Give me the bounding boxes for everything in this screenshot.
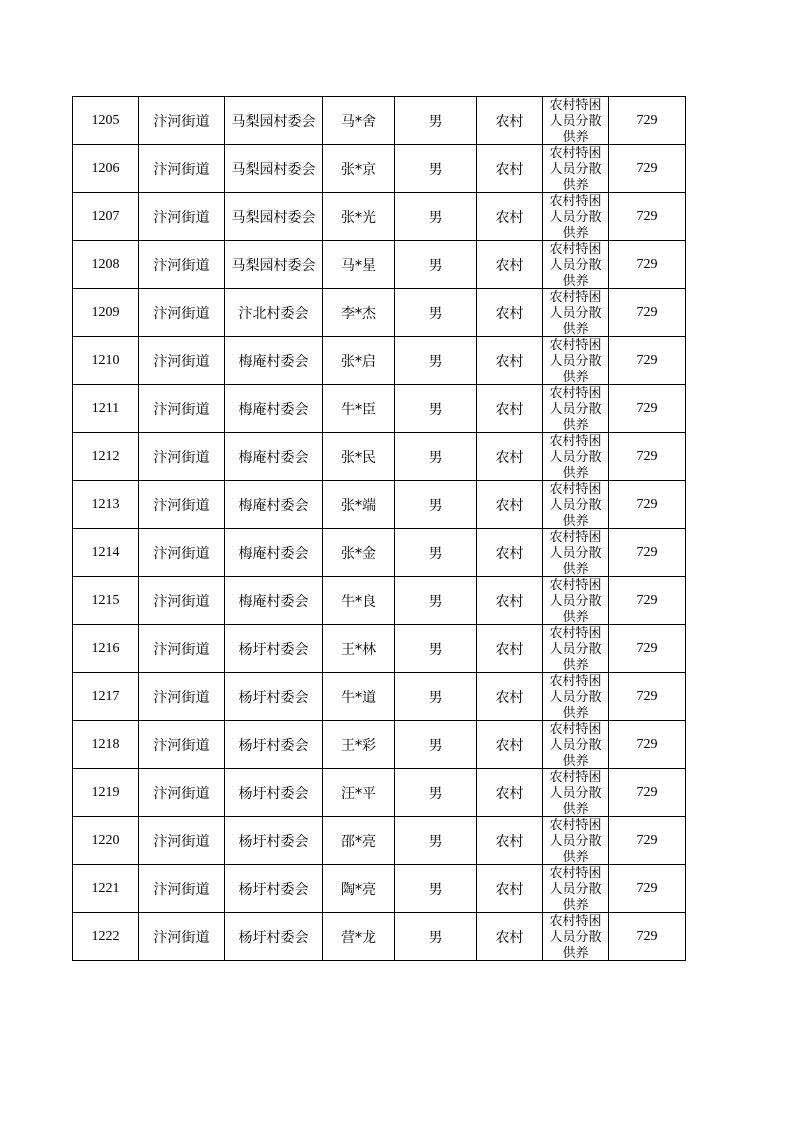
street-cell: 汴河街道 (139, 433, 225, 481)
village-committee-cell: 梅庵村委会 (225, 529, 323, 577)
record-id-cell: 1209 (73, 289, 139, 337)
support-type-cell (543, 193, 609, 241)
record-id-cell: 1222 (73, 913, 139, 961)
area-type-cell: 农村 (477, 865, 543, 913)
table-row (73, 721, 686, 769)
table-row (73, 865, 686, 913)
village-committee-cell: 梅庵村委会 (225, 337, 323, 385)
record-id-cell: 1215 (73, 577, 139, 625)
support-type-cell (543, 385, 609, 433)
support-type-text: 农村特困人员分散供养 (549, 242, 602, 288)
person-name-cell: 马*星 (323, 241, 395, 289)
gender-cell: 男 (395, 193, 477, 241)
village-committee-cell: 杨圩村委会 (225, 913, 323, 961)
support-type-text: 农村特困人员分散供养 (549, 818, 602, 864)
support-type-text: 农村特困人员分散供养 (549, 146, 602, 192)
person-name-cell: 张*京 (323, 145, 395, 193)
area-type-cell: 农村 (477, 481, 543, 529)
record-id-cell: 1205 (73, 97, 139, 145)
support-type-text: 农村特困人员分散供养 (549, 770, 602, 816)
support-type-cell (543, 913, 609, 961)
support-type-text: 农村特困人员分散供养 (549, 386, 602, 432)
area-type-cell: 农村 (477, 241, 543, 289)
record-id-cell: 1212 (73, 433, 139, 481)
gender-cell: 男 (395, 673, 477, 721)
street-cell: 汴河街道 (139, 145, 225, 193)
table-row (73, 625, 686, 673)
table-row (73, 529, 686, 577)
street-cell: 汴河街道 (139, 289, 225, 337)
amount-cell: 729 (609, 481, 686, 529)
record-id-cell: 1211 (73, 385, 139, 433)
village-committee-cell: 马梨园村委会 (225, 193, 323, 241)
gender-cell: 男 (395, 385, 477, 433)
amount-cell: 729 (609, 865, 686, 913)
village-committee-cell: 杨圩村委会 (225, 721, 323, 769)
support-type-cell (543, 721, 609, 769)
person-name-cell: 张*启 (323, 337, 395, 385)
gender-cell: 男 (395, 97, 477, 145)
gender-cell: 男 (395, 481, 477, 529)
amount-cell: 729 (609, 529, 686, 577)
amount-cell: 729 (609, 97, 686, 145)
amount-cell: 729 (609, 241, 686, 289)
village-committee-cell: 马梨园村委会 (225, 241, 323, 289)
record-id-cell: 1213 (73, 481, 139, 529)
street-cell: 汴河街道 (139, 97, 225, 145)
record-id-cell: 1206 (73, 145, 139, 193)
record-id-cell: 1220 (73, 817, 139, 865)
person-name-cell: 王*林 (323, 625, 395, 673)
gender-cell: 男 (395, 337, 477, 385)
amount-cell: 729 (609, 721, 686, 769)
village-committee-cell: 杨圩村委会 (225, 625, 323, 673)
village-committee-cell: 马梨园村委会 (225, 97, 323, 145)
gender-cell: 男 (395, 433, 477, 481)
table-row (73, 481, 686, 529)
street-cell: 汴河街道 (139, 577, 225, 625)
person-name-cell: 张*金 (323, 529, 395, 577)
table-row (73, 913, 686, 961)
support-type-text: 农村特困人员分散供养 (549, 914, 602, 960)
amount-cell: 729 (609, 433, 686, 481)
support-type-cell (543, 625, 609, 673)
record-id-cell: 1216 (73, 625, 139, 673)
table-row (73, 97, 686, 145)
gender-cell: 男 (395, 577, 477, 625)
table-row (73, 241, 686, 289)
area-type-cell: 农村 (477, 577, 543, 625)
area-type-cell: 农村 (477, 673, 543, 721)
table-row (73, 145, 686, 193)
street-cell: 汴河街道 (139, 481, 225, 529)
support-type-cell (543, 865, 609, 913)
gender-cell: 男 (395, 145, 477, 193)
amount-cell: 729 (609, 817, 686, 865)
gender-cell: 男 (395, 817, 477, 865)
village-committee-cell: 梅庵村委会 (225, 481, 323, 529)
record-id-cell: 1217 (73, 673, 139, 721)
records-table (72, 96, 686, 961)
area-type-cell: 农村 (477, 289, 543, 337)
amount-cell: 729 (609, 625, 686, 673)
support-type-cell (543, 241, 609, 289)
support-type-text: 农村特困人员分散供养 (549, 98, 602, 144)
record-id-cell: 1210 (73, 337, 139, 385)
gender-cell: 男 (395, 721, 477, 769)
village-committee-cell: 汴北村委会 (225, 289, 323, 337)
support-type-text: 农村特困人员分散供养 (549, 338, 602, 384)
street-cell: 汴河街道 (139, 769, 225, 817)
record-id-cell: 1208 (73, 241, 139, 289)
amount-cell: 729 (609, 913, 686, 961)
support-type-cell (543, 337, 609, 385)
person-name-cell: 牛*臣 (323, 385, 395, 433)
village-committee-cell: 杨圩村委会 (225, 673, 323, 721)
support-type-cell (543, 289, 609, 337)
village-committee-cell: 杨圩村委会 (225, 817, 323, 865)
support-type-text: 农村特困人员分散供养 (549, 434, 602, 480)
street-cell: 汴河街道 (139, 673, 225, 721)
person-name-cell: 李*杰 (323, 289, 395, 337)
person-name-cell: 陶*亮 (323, 865, 395, 913)
table-row (73, 817, 686, 865)
support-type-text: 农村特困人员分散供养 (549, 290, 602, 336)
area-type-cell: 农村 (477, 193, 543, 241)
support-type-cell (543, 433, 609, 481)
person-name-cell: 牛*道 (323, 673, 395, 721)
support-type-cell (543, 817, 609, 865)
street-cell: 汴河街道 (139, 913, 225, 961)
amount-cell: 729 (609, 385, 686, 433)
amount-cell: 729 (609, 145, 686, 193)
area-type-cell: 农村 (477, 625, 543, 673)
area-type-cell: 农村 (477, 769, 543, 817)
person-name-cell: 张*光 (323, 193, 395, 241)
amount-cell: 729 (609, 769, 686, 817)
table-row (73, 193, 686, 241)
support-type-cell (543, 577, 609, 625)
table-row (73, 769, 686, 817)
amount-cell: 729 (609, 577, 686, 625)
amount-cell: 729 (609, 673, 686, 721)
table-row (73, 289, 686, 337)
street-cell: 汴河街道 (139, 337, 225, 385)
street-cell: 汴河街道 (139, 865, 225, 913)
support-type-text: 农村特困人员分散供养 (549, 674, 602, 720)
support-type-text: 农村特困人员分散供养 (549, 530, 602, 576)
village-committee-cell: 马梨园村委会 (225, 145, 323, 193)
village-committee-cell: 杨圩村委会 (225, 865, 323, 913)
area-type-cell: 农村 (477, 337, 543, 385)
person-name-cell: 邵*亮 (323, 817, 395, 865)
record-id-cell: 1221 (73, 865, 139, 913)
support-type-cell (543, 769, 609, 817)
support-type-cell (543, 481, 609, 529)
person-name-cell: 张*端 (323, 481, 395, 529)
person-name-cell: 王*彩 (323, 721, 395, 769)
support-type-cell (543, 529, 609, 577)
person-name-cell: 马*舍 (323, 97, 395, 145)
support-type-text: 农村特困人员分散供养 (549, 866, 602, 912)
street-cell: 汴河街道 (139, 241, 225, 289)
support-type-text: 农村特困人员分散供养 (549, 722, 602, 768)
village-committee-cell: 杨圩村委会 (225, 769, 323, 817)
person-name-cell: 张*民 (323, 433, 395, 481)
gender-cell: 男 (395, 529, 477, 577)
amount-cell: 729 (609, 289, 686, 337)
support-type-cell (543, 145, 609, 193)
record-id-cell: 1214 (73, 529, 139, 577)
street-cell: 汴河街道 (139, 193, 225, 241)
street-cell: 汴河街道 (139, 721, 225, 769)
support-type-cell (543, 97, 609, 145)
village-committee-cell: 梅庵村委会 (225, 385, 323, 433)
table-row (73, 337, 686, 385)
person-name-cell: 牛*良 (323, 577, 395, 625)
village-committee-cell: 梅庵村委会 (225, 433, 323, 481)
support-type-text: 农村特困人员分散供养 (549, 194, 602, 240)
area-type-cell: 农村 (477, 97, 543, 145)
area-type-cell: 农村 (477, 433, 543, 481)
area-type-cell: 农村 (477, 913, 543, 961)
gender-cell: 男 (395, 769, 477, 817)
street-cell: 汴河街道 (139, 625, 225, 673)
record-id-cell: 1219 (73, 769, 139, 817)
street-cell: 汴河街道 (139, 817, 225, 865)
person-name-cell: 营*龙 (323, 913, 395, 961)
table-body (73, 97, 686, 961)
person-name-cell: 汪*平 (323, 769, 395, 817)
area-type-cell: 农村 (477, 529, 543, 577)
record-id-cell: 1218 (73, 721, 139, 769)
area-type-cell: 农村 (477, 817, 543, 865)
table-row (73, 433, 686, 481)
table-row (73, 673, 686, 721)
table-row (73, 577, 686, 625)
amount-cell: 729 (609, 193, 686, 241)
amount-cell: 729 (609, 337, 686, 385)
area-type-cell: 农村 (477, 721, 543, 769)
table-row (73, 385, 686, 433)
gender-cell: 男 (395, 241, 477, 289)
gender-cell: 男 (395, 625, 477, 673)
street-cell: 汴河街道 (139, 529, 225, 577)
record-id-cell: 1207 (73, 193, 139, 241)
street-cell: 汴河街道 (139, 385, 225, 433)
gender-cell: 男 (395, 289, 477, 337)
support-type-text: 农村特困人员分散供养 (549, 626, 602, 672)
support-type-cell (543, 673, 609, 721)
gender-cell: 男 (395, 913, 477, 961)
gender-cell: 男 (395, 865, 477, 913)
support-type-text: 农村特困人员分散供养 (549, 578, 602, 624)
area-type-cell: 农村 (477, 385, 543, 433)
support-type-text: 农村特困人员分散供养 (549, 482, 602, 528)
village-committee-cell: 梅庵村委会 (225, 577, 323, 625)
area-type-cell: 农村 (477, 145, 543, 193)
